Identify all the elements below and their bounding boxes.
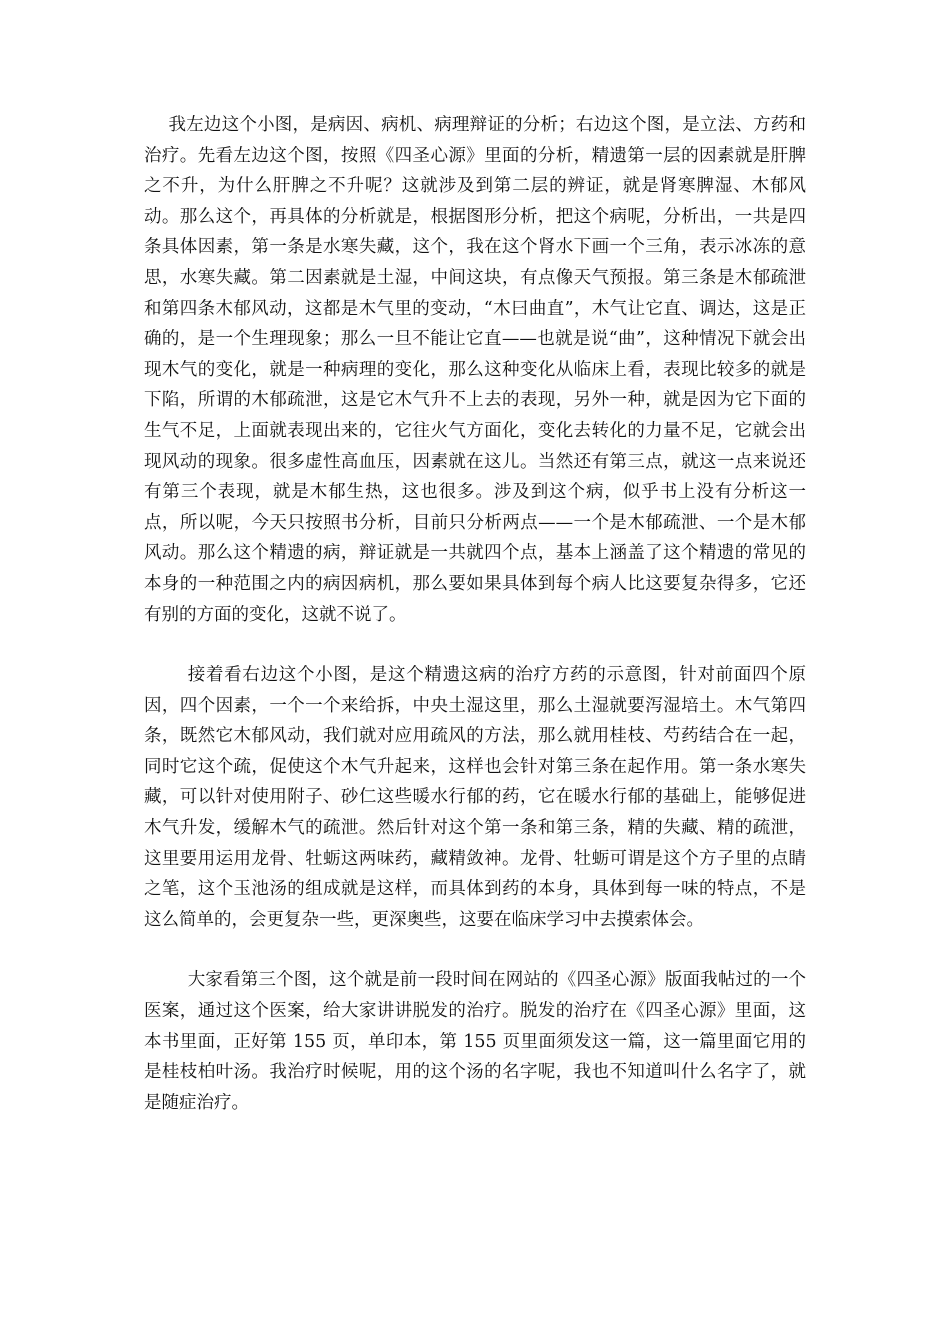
paragraph-2: 接着看右边这个小图，是这个精遗这病的治疗方药的示意图，针对前面四个原因，四个因素，一个一个来给拆，中央土湿这里，那么土湿就要泻湿培土。木气第四条，既然它木郁风动，我们就对应用疏风的方法，那么就用桂枝、芍药结合在一起，同时它这个疏，促使这个木气升起来，这样也会针对第三条在起作用。第一条水寒失藏，可以针对使用附子、砂仁这些暖水行郁的药，它在暖水行郁的基础上，能够促进木气升发，缓解木气的疏泄。然后针对这个第一条和第三条，精的失藏、精的疏泄，这里要用运用龙骨、牡蛎这两味药，藏精敛神。龙骨、牡蛎可谓是这个方子里的点睛之笔，这个玉池汤的组成就是这样，而具体到药的本身，具体到每一味的特点，不是这么简单的，会更复杂一些，更深奥些，这要在临床学习中去摸索体会。 [144, 665, 806, 930]
paragraph-3: 大家看第三个图，这个就是前一段时间在网站的《四圣心源》版面我帖过的一个医案，通过这个医案，给大家讲讲脱发的治疗。脱发的治疗在《四圣心源》里面，这本书里面，正好第 155 页，单印本，第 155 页里面须发这一篇，这一篇里面它用的是桂枝柏叶汤。我治疗时候呢，用的这个汤的名字呢，我也不知道叫什么名字了，就是随症治疗。 [144, 970, 806, 1113]
paragraph-1: 我左边这个小图，是病因、病机、病理辩证的分析；右边这个图，是立法、方药和治疗。先看左边这个图，按照《四圣心源》里面的分析，精遗第一层的因素就是肝脾之不升，为什么肝脾之不升呢？这就涉及到第二层的辨证，就是肾寒脾湿、木郁风动。那么这个，再具体的分析就是，根据图形分析，把这个病呢，分析出，一共是四条具体因素，第一条是水寒失藏，这个，我在这个肾水下画一个三角，表示冰冻的意思，水寒失藏。第二因素就是土湿，中间这块，有点像天气预报。第三条是木郁疏泄和第四条木郁风动，这都是木气里的变动，“木曰曲直”，木气让它直、调达，这是正确的，是一个生理现象；那么一旦不能让它直——也就是说“曲”，这种情况下就会出现木气的变化，就是一种病理的变化，那么这种变化从临床上看，表现比较多的就是下陷，所谓的木郁疏泄，这是它木气升不上去的表现，另外一种，就是因为它下面的生气不足，上面就表现出来的，它往火气方面化，变化去转化的力量不足，它就会出现风动的现象。很多虚性高血压，因素就在这儿。当然还有第三点，就这一点来说还有第三个表现，就是木郁生热，这也很多。涉及到这个病，似乎书上没有分析这一点，所以呢，今天只按照书分析，目前只分析两点——一个是木郁疏泄、一个是木郁风动。那么这个精遗的病，辩证就是一共就四个点，基本上涵盖了这个精遗的常见的本身的一种范围之内的病因病机，那么要如果具体到每个病人比这要复杂得多，它还有别的方面的变化，这就不说了。 [144, 115, 806, 625]
document-body [144, 110, 806, 1118]
